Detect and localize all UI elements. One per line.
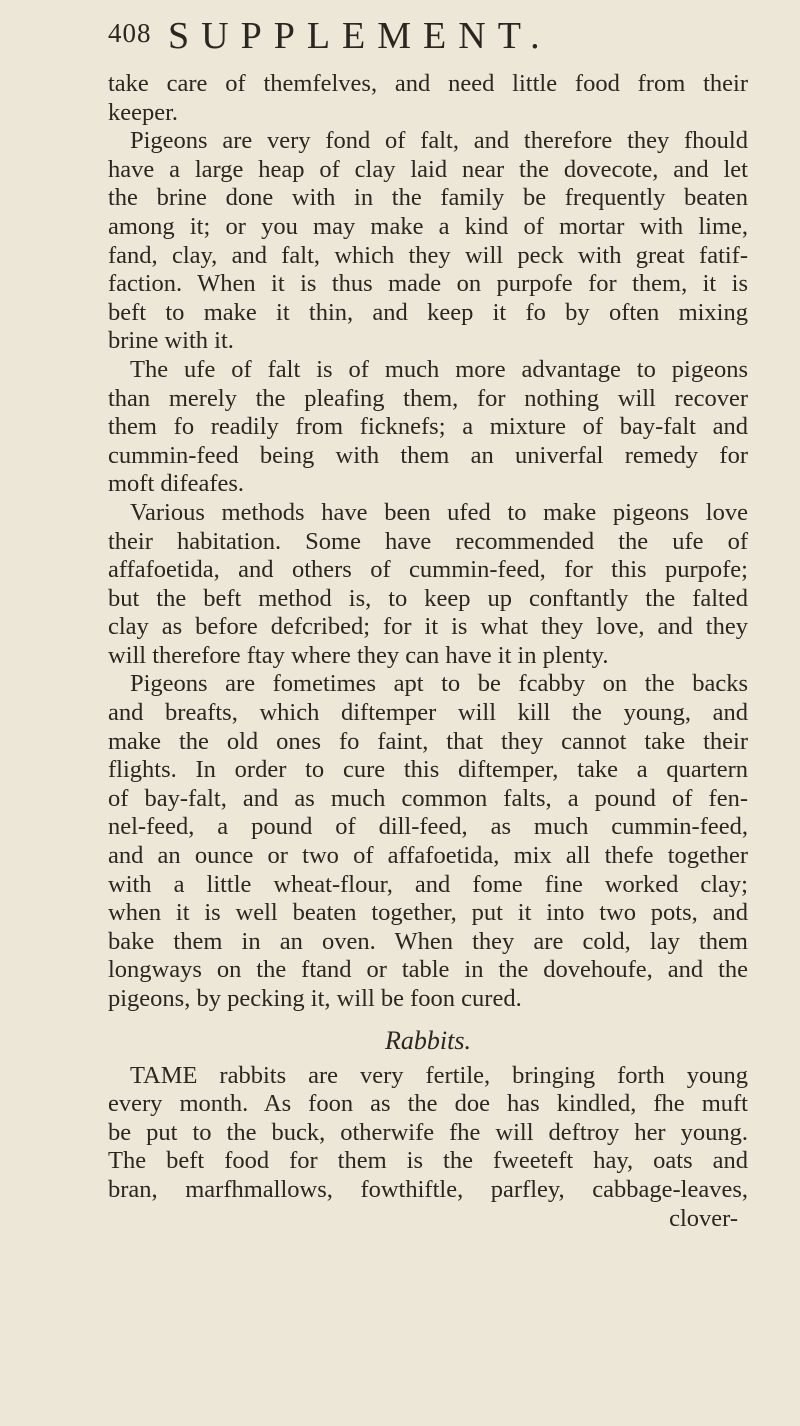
text-line: The beft food for them is the fweeteft hay, oats and	[108, 1147, 748, 1175]
text-line: Pigeons are fometimes apt to be fcabby on the backs	[130, 670, 748, 698]
text-line: take care of themfelves, and need little food from their	[108, 70, 748, 97]
text-line: them fo readily from ficknefs; a mixture of bay-falt and	[108, 413, 748, 441]
text-line: brine with it.	[108, 327, 234, 355]
paragraph-4	[108, 499, 748, 671]
text-line: among it; or you may make a kind of mortar with lime,	[108, 212, 748, 240]
text-line: flights. In order to cure this diftemper, take a quartern	[108, 756, 748, 784]
text-body	[108, 70, 748, 1233]
text-line: when it is well beaten together, put it into two pots, and	[108, 899, 748, 927]
page-header	[108, 14, 758, 64]
paragraph-5	[108, 670, 748, 1013]
text-line: longways on the ftand or table in the dovehoufe, and the	[108, 956, 748, 984]
text-line: but the beft method is, to keep up conftantly the falted	[108, 584, 748, 612]
text-line: moft difeafes.	[108, 470, 245, 498]
text-line: faction. When it is thus made on purpofe for them, it is	[108, 270, 748, 298]
text-line: bake them in an oven. When they are cold, lay them	[108, 927, 748, 955]
text-line: cummin-feed being with them an univerfal remedy for	[108, 441, 748, 469]
text-line: make the old ones fo faint, that they cannot take their	[108, 727, 748, 755]
text-line: be put to the buck, otherwife fhe will deftroy her young.	[108, 1118, 748, 1146]
section-heading: Rabbits.	[385, 1025, 471, 1055]
paragraph-2	[108, 127, 748, 356]
text-line: with a little wheat-flour, and fome fine worked clay;	[108, 870, 748, 898]
paragraph-1	[108, 70, 748, 127]
running-title: SUPPLEMENT.	[168, 15, 552, 57]
text-line: will therefore ftay where they can have it in plenty.	[108, 641, 609, 669]
text-line: TAME rabbits are very fertile, bringing forth young	[130, 1061, 748, 1089]
text-line: keeper.	[108, 98, 179, 126]
text-line: than merely the pleafing them, for nothing will recover	[108, 384, 748, 412]
paragraph-3	[108, 356, 748, 499]
text-line: and an ounce or two of affafoetida, mix all thefe together	[108, 842, 748, 870]
text-line: beft to make it thin, and keep it fo by often mixing	[108, 298, 748, 326]
text-line: fand, clay, and falt, which they will peck with great fatif-	[108, 241, 748, 269]
text-line: have a large heap of clay laid near the dovecote, and let	[108, 155, 748, 183]
catchword: clover-	[669, 1204, 738, 1232]
page-number: 408	[108, 18, 152, 48]
paragraph-6	[108, 1062, 748, 1205]
text-line: clay as before defcribed; for it is what they love, and they	[108, 613, 748, 641]
text-line: of bay-falt, and as much common falts, a pound of fen-	[108, 784, 748, 812]
text-line: The ufe of falt is of much more advantage to pigeons	[130, 355, 748, 383]
text-line: Various methods have been ufed to make pigeons love	[130, 498, 748, 526]
text-line: every month. As foon as the doe has kindled, fhe muft	[108, 1090, 748, 1118]
text-line: Pigeons are very fond of falt, and therefore they fhould	[130, 127, 748, 155]
text-line: nel-feed, a pound of dill-feed, as much cummin-feed,	[108, 813, 748, 841]
text-line: pigeons, by pecking it, will be foon cured.	[108, 985, 522, 1012]
text-line: and breafts, which diftemper will kill the young, and	[108, 699, 748, 727]
text-line: bran, marfhmallows, fowthiftle, parfley, cabbage-leaves,	[108, 1175, 748, 1203]
text-line: their habitation. Some have recommended the ufe of	[108, 527, 748, 555]
text-line: affafoetida, and others of cummin-feed, for this purpofe;	[108, 556, 748, 584]
text-line: the brine done with in the family be frequently beaten	[108, 184, 748, 212]
